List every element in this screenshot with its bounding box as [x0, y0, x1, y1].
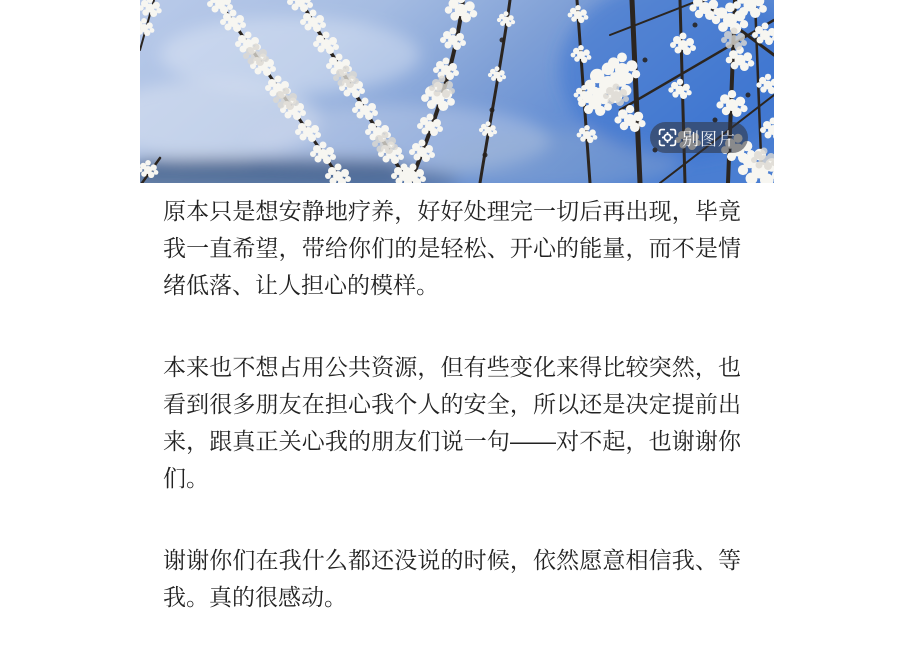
post-paragraph: 原本只是想安静地疗养，好好处理完一切后再出现，毕竟我一直希望，带给你们的是轻松、开心的能量，而不是情绪低落、让人担心的模样。 — [163, 198, 741, 298]
header-photo[interactable] — [140, 0, 774, 183]
post-paragraph: 本来也不想占用公共资源，但有些变化来得比较突然，也看到很多朋友在担心我个人的安全，所以还是决定提前出来，跟真正关心我的朋友们说一句——对不起，也谢谢你们。 — [163, 354, 741, 491]
blossom-sky-illustration — [140, 0, 774, 183]
post-paragraph: 谢谢你们在我什么都还没说的时候，依然愿意相信我、等我。真的很感动。 — [163, 547, 741, 610]
scan-icon — [658, 128, 677, 147]
image-recognition-label: 别图片 — [682, 130, 736, 149]
post-body — [163, 193, 741, 616]
image-recognition-badge[interactable] — [650, 122, 748, 153]
